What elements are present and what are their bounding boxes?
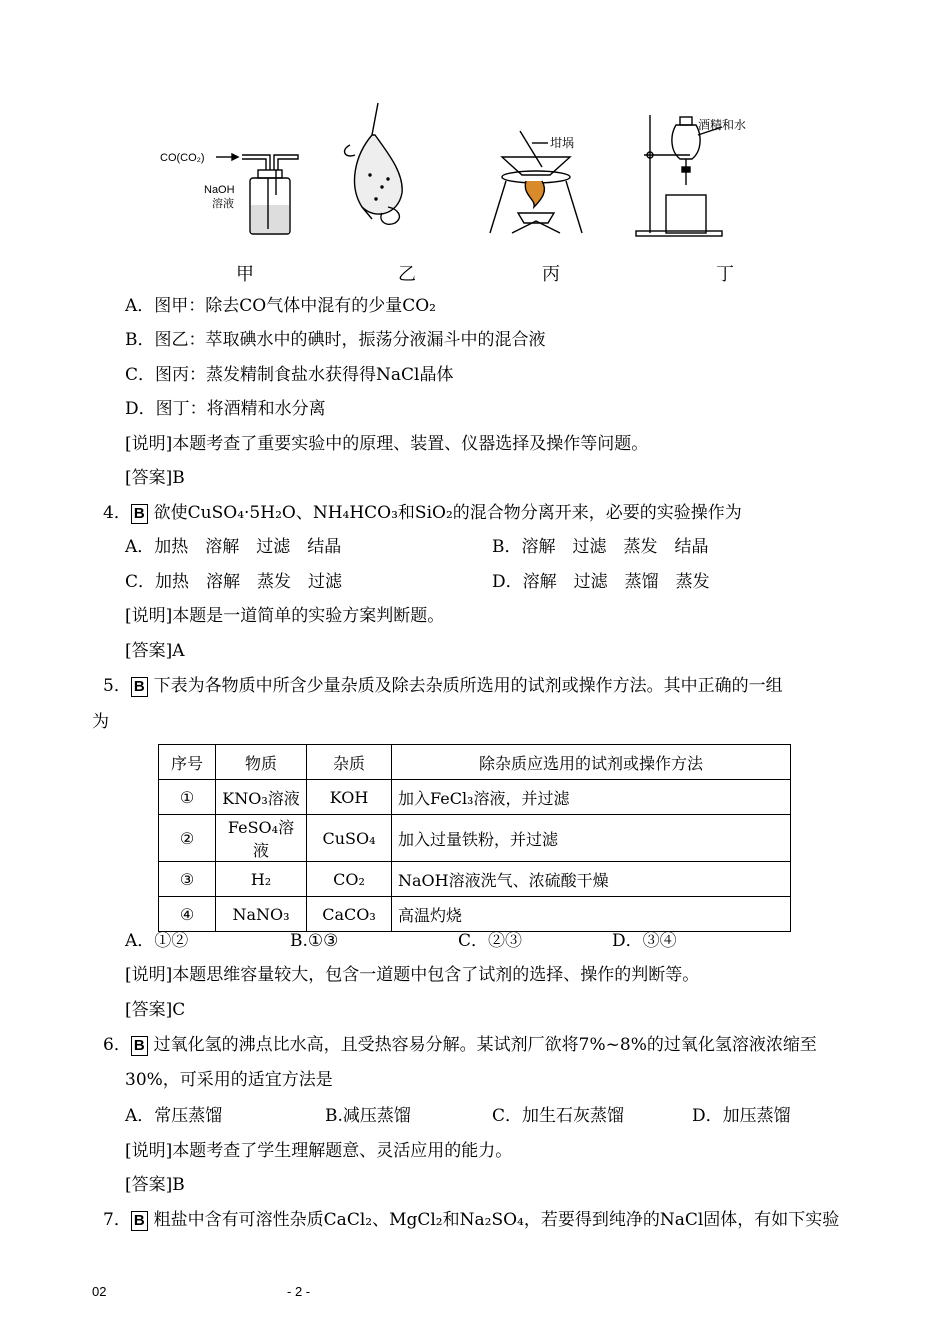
q4-option-a: A．加热 溶解 过滤 结晶 <box>125 537 342 557</box>
page-number: - 2 - <box>287 1284 311 1299</box>
q4-option-d: D．溶解 过滤 蒸馏 蒸发 <box>492 572 710 592</box>
q6-option-d: D．加压蒸馏 <box>692 1106 791 1126</box>
q4-stem <box>103 502 742 524</box>
q4-number: 4． <box>103 503 131 523</box>
jia-gas-label: CO(CO₂) <box>160 152 205 164</box>
q5-option-a: A．①② <box>125 931 189 951</box>
table-cell: FeSO₄溶液 <box>216 815 307 862</box>
q4-note: [说明]本题是一道简单的实验方案判断题。 <box>125 606 445 626</box>
table-cell: 加入FeCl₃溶液，并过滤 <box>392 780 791 815</box>
jia-reagent-label-2: 溶液 <box>212 197 234 210</box>
table-row <box>159 897 791 932</box>
q6-level-badge: B <box>131 1036 148 1056</box>
figure-bing-crucible <box>490 131 582 233</box>
q6-note: [说明]本题考查了学生理解题意、灵活应用的能力。 <box>125 1141 513 1161</box>
table-row <box>159 815 791 862</box>
figure-yi-separatory-funnel <box>345 103 403 224</box>
q5-impurity-table <box>158 744 791 932</box>
q5-number: 5． <box>103 676 131 696</box>
table-cell: ① <box>159 780 216 815</box>
figure-label-bing: 丙 <box>542 264 560 285</box>
table-header-row <box>159 745 791 780</box>
ding-label: 酒精和水 <box>698 118 747 132</box>
table-cell: NaOH溶液洗气、浓硫酸干燥 <box>392 862 791 897</box>
q4-stem-text: 欲使CuSO₄·5H₂O、NH₄HCO₃和SiO₂的混合物分离开来，必要的实验操作为 <box>153 503 742 523</box>
q3-option-d: D．图丁：将酒精和水分离 <box>125 399 326 419</box>
table-row <box>159 862 791 897</box>
q5-level-badge: B <box>131 677 148 697</box>
q3-answer: [答案]B <box>125 468 185 488</box>
table-cell: H₂ <box>216 862 307 897</box>
q6-number: 6． <box>103 1035 131 1055</box>
table-cell: ② <box>159 815 216 862</box>
q5-stem-continued: 为 <box>92 712 109 732</box>
q6-stem-continued: 30%，可采用的适宜方法是 <box>125 1070 333 1090</box>
q5-stem <box>103 675 783 697</box>
table-cell: NaNO₃ <box>216 897 307 932</box>
table-cell: KOH <box>307 780 392 815</box>
q5-stem-text: 下表为各物质中所含少量杂质及除去杂质所选用的试剂或操作方法。其中正确的一组 <box>153 676 783 696</box>
q4-level-badge: B <box>131 504 148 524</box>
table-row <box>159 780 791 815</box>
q3-option-b: B．图乙：萃取碘水中的碘时，振荡分液漏斗中的混合液 <box>125 330 546 350</box>
table-cell: CaCO₃ <box>307 897 392 932</box>
q5-option-c: C．②③ <box>458 931 523 951</box>
apparatus-figures <box>150 95 790 245</box>
q5-note: [说明]本题思维容量较大，包含一道题中包含了试剂的选择、操作的判断等。 <box>125 965 700 985</box>
figure-jia-washing-bottle <box>160 152 298 234</box>
table-header-cell: 除杂质应选用的试剂或操作方法 <box>392 745 791 780</box>
table-cell: CuSO₄ <box>307 815 392 862</box>
q6-stem <box>103 1034 817 1056</box>
footer-left-code: 02 <box>92 1284 107 1299</box>
figure-label-ding: 丁 <box>716 264 734 285</box>
q4-option-c: C．加热 溶解 蒸发 过滤 <box>125 572 343 592</box>
jia-reagent-label-1: NaOH <box>204 184 235 196</box>
q7-level-badge: B <box>131 1211 148 1231</box>
table-cell: ④ <box>159 897 216 932</box>
table-header-cell: 物质 <box>216 745 307 780</box>
table-cell: 高温灼烧 <box>392 897 791 932</box>
q4-option-b: B．溶解 过滤 蒸发 结晶 <box>492 537 709 557</box>
q7-stem <box>103 1209 839 1231</box>
q5-answer: [答案]C <box>125 1000 186 1020</box>
table-cell: CO₂ <box>307 862 392 897</box>
table-header-cell: 序号 <box>159 745 216 780</box>
q3-option-c: C．图丙：蒸发精制食盐水获得得NaCl晶体 <box>125 365 454 385</box>
table-header-cell: 杂质 <box>307 745 392 780</box>
q3-note: [说明]本题考查了重要实验中的原理、装置、仪器选择及操作等问题。 <box>125 434 649 454</box>
q5-option-b: B.①③ <box>290 931 339 951</box>
table-cell: ③ <box>159 862 216 897</box>
q4-answer: [答案]A <box>125 641 185 661</box>
q7-number: 7． <box>103 1210 131 1230</box>
table-cell: KNO₃溶液 <box>216 780 307 815</box>
q6-option-a: A．常压蒸馏 <box>125 1106 223 1126</box>
figure-label-jia: 甲 <box>236 264 254 285</box>
q5-option-d: D．③④ <box>612 931 677 951</box>
bing-crucible-label: 坩埚 <box>550 136 575 150</box>
q7-stem-text: 粗盐中含有可溶性杂质CaCl₂、MgCl₂和Na₂SO₄，若要得到纯净的NaCl固体，有如下实验 <box>153 1210 840 1230</box>
q3-option-a: A．图甲：除去CO气体中混有的少量CO₂ <box>125 296 436 316</box>
q6-answer: [答案]B <box>125 1175 185 1195</box>
q6-option-b: B.减压蒸馏 <box>325 1106 411 1126</box>
q6-stem-text: 过氧化氢的沸点比水高，且受热容易分解。某试剂厂欲将7%~8%的过氧化氢溶液浓缩至 <box>153 1035 817 1055</box>
figure-ding-separation <box>636 115 746 236</box>
table-cell: 加入过量铁粉，并过滤 <box>392 815 791 862</box>
figure-label-yi: 乙 <box>398 264 416 285</box>
q6-option-c: C．加生石灰蒸馏 <box>492 1106 625 1126</box>
